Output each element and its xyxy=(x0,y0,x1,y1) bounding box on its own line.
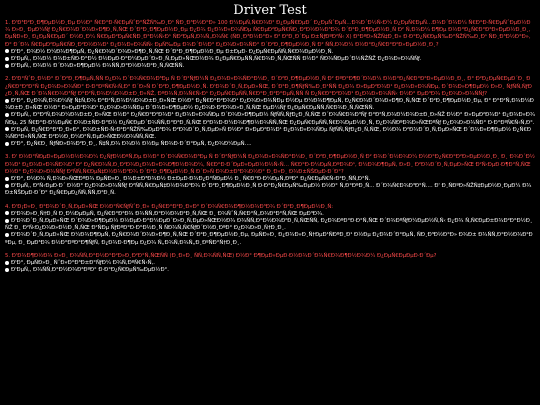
radio-button-icon[interactable] xyxy=(5,64,9,68)
answer-option-label: Ð'ÐµÑ‚, Ð¾Ð½ Ð´Ð¾Ð»Ð¶ÐµÐ½ Ð¾ÑÑ‚Ð°Ð½Ð¾Ð²Ð¸Ñ‚ÑŒÑÑ. xyxy=(11,63,185,70)
question-text xyxy=(5,204,535,211)
answer-option[interactable] xyxy=(5,98,535,112)
answer-option[interactable] xyxy=(5,112,535,126)
answer-option[interactable] xyxy=(5,267,535,274)
answer-option-label: Ð'Ð°, Ð¿Ñ€Ð¸ ÑƒÑÐ»Ð¾Ð²Ð¸Ð¸, Ñ‡Ñ‚Ð¾ Ð¾Ð½ Ð½Ðµ ÑÐ¾Ð·Ð´Ð°ÐµÑ‚ Ð¿Ð¾Ð¼ÐµÑ…. xyxy=(11,141,252,148)
answer-option[interactable] xyxy=(5,183,535,197)
question-block xyxy=(5,20,535,70)
answer-option[interactable] xyxy=(5,232,535,246)
radio-button-icon[interactable] xyxy=(5,233,9,237)
question-text xyxy=(5,20,535,49)
radio-button-icon[interactable] xyxy=(5,219,9,223)
radio-button-icon[interactable] xyxy=(5,57,9,61)
radio-button-icon[interactable] xyxy=(5,99,9,103)
question-body: Ð' Ð½Ð°ÑÐµÐ»ÐµÐ½Ð½Ð¾Ð¼ Ð¿ÑƒÐ½ÐºÑ‚Ðµ Ð½Ð° Ð´Ð¾Ñ€Ð¾Ð³Ðµ Ñ Ð´Ð²ÑƒÐ¼Ñ Ð¿Ð¾Ð»Ð¾ÑÐ°Ð¼Ð¸ Ð´Ð²Ð¸Ð¶ÐµÐ½Ð¸Ñ Ð² Ð¾Ð´Ð½Ð¾Ð¼ Ð½Ð°Ð¿Ñ€Ð°Ð²Ð»ÐµÐ½Ð¸Ð¸ Ð¸ Ð¾Ð´Ð½Ð¾Ð¹ Ð¿Ð¾Ð»Ð¾ÑÐ¾Ð¹ Ð² Ð¿Ñ€Ð¾Ñ‚Ð¸Ð²Ð¾Ð¿Ð¾Ð»Ð¾Ð¶Ð½Ð¾Ð¼, Ñ€Ð°Ð·Ð´ÐµÐ»ÐµÐ½Ð½Ñ‹Ñ… Ñ€Ð°Ð·Ð¼ÐµÑ‚ÐºÐ¾Ð¹, Ð¼Ð¾Ð¶ÐµÑ‚ Ð»Ð¸ Ð²Ð¾Ð´Ð¸Ñ‚ÐµÐ»ÑŒ Ð²Ñ‹ÐµÐ·Ð¶Ð°Ñ‚ÑŒ Ð½Ð° Ð¿Ð¾Ð»Ð¾ÑÑƒ Ð²ÑÑ‚Ñ€ÐµÑ‡Ð½Ð¾Ð³Ð¾ Ð´Ð²Ð¸Ð¶ÐµÐ½Ð¸Ñ Ð´Ð»Ñ Ð¾Ð±Ð³Ð¾Ð½Ð° Ð¸Ð»Ð¸ Ð¾Ð±ÑŠÐµÐ·Ð´Ð°? xyxy=(5,154,535,175)
answer-option-label: Ð'ÐµÑ‚, Ð¾ÑÑ‚Ð°Ð½Ð¾Ð²ÐºÐ° Ð·Ð°Ð¿Ñ€ÐµÑ‰ÐµÐ½Ð°. xyxy=(11,267,169,274)
answer-option[interactable] xyxy=(5,211,535,218)
question-number: 5. xyxy=(5,252,11,259)
question-body: Ð'Ð³Ð²Ð¸Ð¶ÐµÐ½Ð¸Ðµ Ð½Ð° Ñ€Ð°Ð·Ñ€ÐµÑˆÐ°ÑŽÑ‰Ð¸Ð¹ ÑÐ¸Ð³Ð½Ð°Ð» 100 Ð¼ÐµÑ‚Ñ€Ð¾Ð² Ð¿ÐµÑ€ÐµÐ´ Ð¿ÐµÑˆÐµÑ…Ð¾Ð´Ð½Ñ‹Ð¼ Ð¿ÐµÑ€ÐµÑ…Ð¾Ð´Ð¾Ð¼ Ñ€Ð°Ð·Ñ€ÐµÑˆÐµÐ½Ð¾ Ð»Ð¸ ÐµÐ¼Ñƒ Ð¿Ñ€Ð¾Ð´Ð¾Ð»Ð¶Ð¸Ñ‚ÑŒ Ð´Ð²Ð¸Ð¶ÐµÐ½Ð¸Ðµ Ð¿Ð¾ Ð¿Ð¾Ð»Ð¾ÑÐµ Ñ€ÐµÐ²ÐµÑ€ÑÐ¸Ð²Ð½Ð¾Ð³Ð¾ Ð´Ð²Ð¸Ð¶ÐµÐ½Ð¸Ñ Ð² Ñ‚Ð¾Ð¼ Ð¶Ðµ Ð½Ð°Ð¿Ñ€Ð°Ð²Ð»ÐµÐ½Ð¸Ð¸, ÐµÑÐ»Ð¸ Ð¿ÐµÑ€ÐµÐ´ Ð½Ð¸Ð¼ Ñ€ÐµÐ²ÐµÑ€ÑÐ¸Ð²Ð½Ñ‹Ð¹ ÑÐ²ÐµÑ‚Ð¾Ñ„Ð¾Ñ€ (ÑÐ¸Ð³Ð½Ð°Ð» Ð² Ð²Ð¸Ð´Ðµ Ð±ÑƒÐºÐ²Ñ‹ X) Ð²ÐºÐ»ÑŽÑ‡Ð¸Ð» Ð·Ð°Ð¿Ñ€ÐµÑ‰Ð°ÑŽÑ‰Ð¸Ð¹ ÑÐ¸Ð³Ð½Ð°Ð», Ð° Ð´Ð¾ Ñ€ÐµÐ²ÐµÑ€ÑÐ¸Ð²Ð½Ð¾Ð¹ Ð¿Ð¾Ð»Ð¾ÑÑ‹ ÐµÑ‰Ðµ Ð¾Ð´Ð½Ð° Ð¿Ð¾Ð»Ð¾ÑÐ° Ð´Ð²Ð¸Ð¶ÐµÐ½Ð¸Ñ Ð² ÑÑ‚Ð¾Ð¼ Ð½Ð°Ð¿Ñ€Ð°Ð²Ð»ÐµÐ½Ð¸Ð¸? xyxy=(5,20,531,48)
answer-option-label: Ð'Ð°, Ð½Ð¾ Ñ‚Ð¾Ð»ÑŒÐºÐ¾ ÐµÑÐ»Ð¸ Ð¾Ð±Ð³Ð¾Ð½ Ð±ÐµÐ·Ð¾Ð¿Ð°ÑÐµÐ½ Ð¸ Ñ€Ð°Ð·Ð¼ÐµÑ‚ÐºÐ° Ð¿Ñ€ÐµÑ€Ñ‹Ð²Ð¸ÑÑ‚Ð°Ñ. xyxy=(11,176,371,183)
answer-option[interactable] xyxy=(5,63,535,70)
question-number: 4. xyxy=(5,203,11,210)
answer-option[interactable] xyxy=(5,127,535,141)
question-text xyxy=(5,154,535,176)
answer-option-label: Ð'ÐµÑ‚, Ð°Ð²Ñ‚Ð¾Ð¼Ð¾Ð±Ð¸Ð»ÑŒ Ð½Ð° Ð¿Ñ€Ð°Ð²Ð¾Ð¹ Ð¿Ð¾Ð»Ð¾ÑÐµ Ð´Ð¾Ð»Ð¶ÐµÐ½ ÑƒÑÑ‚ÑƒÐ¿Ð¸Ñ‚ÑŒ Ð´Ð¾Ñ€Ð¾Ð³Ñƒ Ð°Ð²Ñ‚Ð¾Ð¼Ð¾Ð±Ð¸Ð»ÑŽ Ð½Ð° Ð»ÐµÐ²Ð¾Ð¹ Ð¿Ð¾Ð»Ð¾ÑÐµ, 25 Ñ€Ð°Ð·Ð¼ÐµÑ€ Ð¾Ð±ÑÐ·Ð°Ð½ Ð¿Ñ€ÐµÐ´Ð¾ÑÑ‚Ð°Ð²Ð¸Ñ‚ÑŒ Ð²Ð¾Ð·Ð¼Ð¾Ð¶Ð½Ð¾ÑÑ‚ÑŒ Ð¿ÐµÑ€ÐµÑÑ‚Ñ€Ð¾ÐµÐ½Ð¸Ñ, Ð¿Ð¾ÑÐºÐ¾Ð»ÑŒÐºÑƒ Ð¿Ð¾Ð»Ð¾ÑÐ° Ð·Ð°ÐºÑ€Ñ‹Ñ‚Ð°. xyxy=(5,112,535,126)
question-number: 1. xyxy=(5,20,11,26)
question-block xyxy=(5,154,535,197)
radio-button-icon[interactable] xyxy=(5,113,9,117)
radio-button-icon[interactable] xyxy=(5,261,9,265)
answer-option-label: Ð'ÐµÑ‚, Ð¾Ð½ Ð¾Ð±ÑÐ·Ð°Ð½ Ð½ÐµÐ·Ð°Ð¼ÐµÐ´Ð»Ð¸Ñ‚ÐµÐ»ÑŒÐ½Ð¾ Ð¿ÐµÑ€ÐµÑÑ‚Ñ€Ð¾Ð¸Ñ‚ÑŒÑÑ Ð½Ð° ÑÐ¾ÑÐµÐ´Ð½ÑŽÑŽ Ð¿Ð¾Ð»Ð¾ÑÑƒ. xyxy=(11,56,422,63)
question-body: Ð'Ð¡Ð»Ð¸ Ð²Ð¾Ð´Ð¸Ñ‚ÐµÐ»ÑŒ Ð½Ð°Ñ€ÑƒÑˆÐ¸Ð» Ð¿Ñ€Ð°Ð²Ð¸Ð»Ð° Ð´Ð¾Ñ€Ð¾Ð¶Ð½Ð¾Ð³Ð¾ Ð´Ð²Ð¸Ð¶ÐµÐ½Ð¸Ñ: xyxy=(11,203,334,210)
page-title: Driver Test xyxy=(233,3,307,18)
question-body: Ð'Ð°ÑˆÐ¸Ð½Ð° Ð´Ð²Ð¸Ð¶ÐµÑ‚ÑÑ Ð¿Ð¾ Ð´Ð¾Ñ€Ð¾Ð³Ðµ Ñ Ð´Ð²ÑƒÐ¼Ñ Ð¿Ð¾Ð»Ð¾ÑÐ°Ð¼Ð¸ Ð´Ð²Ð¸Ð¶ÐµÐ½Ð¸Ñ Ð² ÐºÐ°Ð¶Ð´Ð¾Ð¼ Ð½Ð°Ð¿Ñ€Ð°Ð²Ð»ÐµÐ½Ð¸Ð¸, Ð° Ð²Ð¿ÐµÑ€ÐµÐ´Ð¸ Ð¿Ñ€Ð°Ð²Ð°Ñ Ð¿Ð¾Ð»Ð¾ÑÐ° Ð·Ð°ÐºÑ€Ñ‹Ñ‚Ð° Ð´Ð»Ñ Ð´Ð²Ð¸Ð¶ÐµÐ½Ð¸Ñ. Ð'Ð¾Ð´Ð¸Ñ‚ÐµÐ»ÑŒ, Ð´Ð²Ð¸Ð¶ÑƒÑ‰Ð¸Ð¹ÑÑ Ð¿Ð¾ Ð»ÐµÐ²Ð¾Ð¹ Ð¿Ð¾Ð»Ð¾ÑÐµ, Ð´Ð¾Ð»Ð¶ÐµÐ½ Ð»Ð¸ ÑƒÑÑ‚ÑƒÐ¿Ð¸Ñ‚ÑŒ Ð´Ð¾Ñ€Ð¾Ð³Ñƒ Ð°Ð²Ñ‚Ð¾Ð¼Ð¾Ð±Ð¸Ð»ÑŽ, ÐºÐ¾Ñ‚Ð¾Ñ€Ñ‹Ð¹ Ð¿ÐµÑ€ÐµÑÑ‚Ñ€Ð°Ð¸Ð²Ð°ÐµÑ‚ÑÑ Ñ Ð¿Ñ€Ð°Ð²Ð¾Ð¹ Ð¿Ð¾Ð»Ð¾ÑÑ‹ Ð½Ð° ÐµÐ³Ð¾ Ð¿Ð¾Ð»Ð¾ÑÑƒ? xyxy=(5,76,532,97)
question-block xyxy=(5,253,535,275)
question-text xyxy=(5,76,535,98)
answer-option-label: Ð'ÐµÑ‚ Ð¿Ñ€Ð°Ð²Ð¸Ð»Ð°, Ð¾Ð±ÑÐ·Ñ‹Ð²Ð°ÑŽÑ‰ÐµÐ³Ð¾ Ð²Ð¾Ð´Ð¸Ñ‚ÐµÐ»Ñ Ð½Ð° Ð»ÐµÐ²Ð¾Ð¹ Ð¿Ð¾Ð»Ð¾ÑÐµ ÑƒÑÑ‚ÑƒÐ¿Ð¸Ñ‚ÑŒ, Ð½Ð¾ Ð²Ð¾Ð´Ð¸Ñ‚ÐµÐ»ÑŒ Ð´Ð¾Ð»Ð¶ÐµÐ½ Ð¿Ñ€Ð¾ÑÐ²Ð»ÑÑ‚ÑŒ Ð²Ð½Ð¸Ð¼Ð°Ñ‚ÐµÐ»ÑŒÐ½Ð¾ÑÑ‚ÑŒ. xyxy=(5,126,531,141)
radio-button-icon[interactable] xyxy=(5,268,9,272)
question-number: 3. xyxy=(5,154,11,161)
answer-option[interactable] xyxy=(5,218,535,232)
radio-button-icon[interactable] xyxy=(5,127,9,131)
question-number: 2. xyxy=(5,76,11,83)
question-block xyxy=(5,76,535,148)
answer-option-label: Ð'ÐµÑ‚, Ð²Ñ‹ÐµÐ·Ð´ Ð½Ð° Ð¿Ð¾Ð»Ð¾ÑÑƒ Ð²ÑÑ‚Ñ€ÐµÑ‡Ð½Ð¾Ð³Ð¾ Ð´Ð²Ð¸Ð¶ÐµÐ½Ð¸Ñ Ð·Ð°Ð¿Ñ€ÐµÑ‰ÐµÐ½ Ð½Ð° Ñ‚Ð°ÐºÐ¸Ñ… Ð´Ð¾Ñ€Ð¾Ð³Ð°Ñ…. Ð' Ð¸ÑÐºÐ»ÑŽÑ‡ÐµÐ½Ð¸ÐµÐ¼ Ð¾Ð±ÑŠÐµÐ·Ð´Ð° Ð¿Ñ€ÐµÐ¿ÑÑ‚ÑÑ‚Ð²Ð¸Ñ. xyxy=(5,183,532,197)
question-block xyxy=(5,204,535,247)
answer-option-label: Ð'Ð°, ÐµÑÐ»Ð¸ ÑˆÐ»Ð°Ð³Ð±Ð°ÑƒÐ¼ Ð¾Ñ‚ÐºÑ€Ñ‹Ñ‚. xyxy=(11,260,155,267)
answer-option[interactable] xyxy=(5,49,535,56)
question-list xyxy=(5,20,535,275)
question-text xyxy=(5,253,535,260)
answer-option-label: Ð'Ð°, Ð¾Ð½ Ð¼Ð¾Ð¶ÐµÑ‚ Ð¿Ñ€Ð¾Ð´Ð¾Ð»Ð¶Ð¸Ñ‚ÑŒ Ð´Ð²Ð¸Ð¶ÐµÐ½Ð¸Ðµ Ð±ÐµÐ· Ð¿ÐµÑ€ÐµÑÑ‚Ñ€Ð¾ÐµÐ½Ð¸Ñ. xyxy=(11,48,334,55)
radio-button-icon[interactable] xyxy=(5,211,9,215)
question-body: Ð'Ð¾Ð¶Ð½Ð¾ Ð»Ð¸ Ð¾ÑÑ‚Ð°Ð½Ð°Ð²Ð»Ð¸Ð²Ð°Ñ‚ÑŒÑÑ (Ð¸Ð»Ð¸ ÑÑ‚Ð¾ÑÑ‚ÑŒ) Ð½Ð° Ð¶ÐµÐ»ÐµÐ·Ð½Ð¾Ð´Ð¾Ñ€Ð¾Ð¶Ð½Ð¾Ð¼ Ð¿ÐµÑ€ÐµÐµÐ·Ð´Ðµ? xyxy=(11,252,437,259)
radio-button-icon[interactable] xyxy=(5,184,9,188)
radio-button-icon[interactable] xyxy=(5,142,9,146)
answer-option-label: Ð'Ð¾Ð´Ð¸Ñ‚ÐµÐ»ÑŒ Ð´Ð¾Ð»Ð¶ÐµÐ½ Ð½ÐµÐ·Ð°Ð¼ÐµÐ´Ð»Ð¸Ñ‚ÐµÐ»ÑŒÐ½Ð¾ Ð¾ÑÑ‚Ð°Ð½Ð¾Ð²Ð¸Ñ‚ÑŒÑÑ, Ð¿Ð¾ÐºÐ°Ð·Ð°Ñ‚ÑŒ Ð´Ð¾ÐºÑƒÐ¼ÐµÐ½Ñ‚Ñ‹ Ð¿Ð¾ Ñ‚Ñ€ÐµÐ±Ð¾Ð²Ð°Ð½Ð¸ÑŽ Ð¸ Ð²Ñ‹Ð¿Ð¾Ð»Ð½Ð¸Ñ‚ÑŒ Ð²ÑÐµ ÑƒÐºÐ°Ð·Ð°Ð½Ð¸Ñ ÑÐ¾Ñ‚Ñ€ÑƒÐ´Ð½Ð¸ÐºÐ° Ð¿Ð¾Ð»Ð¸Ñ†Ð¸Ð¸. xyxy=(5,218,533,232)
answer-option-label: Ð'Ð¾Ð»Ð¸Ñ†Ð¸Ñ Ð¸Ð¼ÐµÐµÑ‚ Ð¿Ñ€Ð°Ð²Ð¾ Ð¾ÑÑ‚Ð°Ð½Ð¾Ð²Ð¸Ñ‚ÑŒ Ð¸ Ð¾ÑˆÑ‚Ñ€Ð°Ñ„Ð¾Ð²Ð°Ñ‚ÑŒ ÐµÐ³Ð¾. xyxy=(11,210,324,217)
answer-option[interactable] xyxy=(5,141,535,148)
radio-button-icon[interactable] xyxy=(5,177,9,181)
answer-option-label: Ð'Ð¾Ð´Ð¸Ñ‚ÐµÐ»ÑŒ Ð¼Ð¾Ð¶ÐµÑ‚ Ð¿Ñ€Ð¾Ð´Ð¾Ð»Ð¶Ð¸Ñ‚ÑŒ Ð´Ð²Ð¸Ð¶ÐµÐ½Ð¸Ðµ, ÐµÑÐ»Ð¸ Ð¿Ð¾Ð»Ð¸Ñ†ÐµÐ¹ÑÐºÐ¸Ð¹ Ð½Ðµ Ð¿Ð¾Ð´Ð°ÐµÑ‚ ÑÐ¸Ð³Ð½Ð°Ð» Ð¾Ð± Ð¾ÑÑ‚Ð°Ð½Ð¾Ð²ÐºÐµ, Ð¸ ÐµÐ³Ð¾ Ð½Ð°ÐºÐ°Ð¶ÑƒÑ‚ Ð¿Ð¾Ð·Ð¶Ðµ Ð¿Ð¾ Ñ„Ð¾Ñ‚Ð¾Ñ„Ð¸ÐºÑÐ°Ñ†Ð¸Ð¸. xyxy=(5,232,533,246)
radio-button-icon[interactable] xyxy=(5,49,9,53)
answer-option-label: Ð'Ð°, Ð¿Ð¾Ñ‚Ð¾Ð¼Ñƒ Ñ‡Ñ‚Ð¾ Ð°Ð²Ñ‚Ð¾Ð¼Ð¾Ð±Ð¸Ð»ÑŒ Ð½Ð° Ð¿Ñ€Ð°Ð²Ð¾Ð¹ Ð¿Ð¾Ð»Ð¾ÑÐµ Ð½Ðµ Ð¼Ð¾Ð¶ÐµÑ‚ Ð¿Ñ€Ð¾Ð´Ð¾Ð»Ð¶Ð¸Ñ‚ÑŒ Ð´Ð²Ð¸Ð¶ÐµÐ½Ð¸Ðµ, Ð° Ð°Ð²Ñ‚Ð¾Ð¼Ð¾Ð±Ð¸Ð»ÑŒ Ð½Ð° Ð»ÐµÐ²Ð¾Ð¹ Ð¿Ð¾Ð»Ð¾ÑÐµ Ð´Ð¾Ð»Ð¶ÐµÐ½ Ð¿Ð¾Ð·Ð²Ð¾Ð»Ð¸Ñ‚ÑŒ ÐµÐ¼Ñƒ Ð¿ÐµÑ€ÐµÑÑ‚Ñ€Ð¾Ð¸Ñ‚ÑŒÑÑ. xyxy=(5,98,534,112)
